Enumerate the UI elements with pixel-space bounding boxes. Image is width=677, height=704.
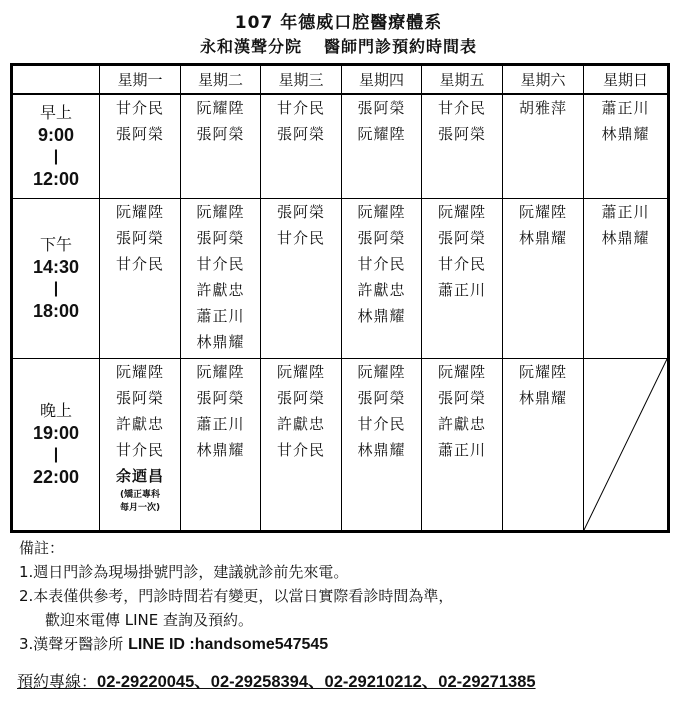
session-end: 22:00 xyxy=(32,466,80,487)
session-time-evening xyxy=(12,358,100,531)
schedule-cell xyxy=(503,358,584,531)
doctor-name: 張阿榮 xyxy=(437,388,486,407)
line-id: LINE ID :handsome547545 xyxy=(128,636,329,653)
doctor-name: 許獻忠 xyxy=(437,414,486,433)
doctor-name: 余迺昌 xyxy=(115,466,164,485)
schedule-cell xyxy=(100,94,181,198)
session-period: 早上 xyxy=(39,102,72,122)
doctor-name: 林鼎耀 xyxy=(518,388,567,407)
schedule-title: 107 年德威口腔醫療體系 xyxy=(234,13,443,33)
doctor-name: 阮耀陞 xyxy=(196,202,245,221)
doctor-name: 阮耀陞 xyxy=(115,202,164,221)
doctor-name: 甘介民 xyxy=(437,254,486,273)
doctor-name: 阮耀陞 xyxy=(196,99,245,117)
weekday-header: 星期三 xyxy=(261,65,342,95)
schedule-cell xyxy=(422,358,503,531)
schedule-cell xyxy=(342,198,422,358)
doctor-name: 蕭正川 xyxy=(601,202,650,221)
weekday-header-row xyxy=(12,65,669,95)
schedule-cell xyxy=(503,94,584,198)
session-period: 晚上 xyxy=(39,400,72,420)
doctor-name: 張阿榮 xyxy=(437,125,486,143)
doctor-name: 甘介民 xyxy=(276,99,325,117)
doctor-name: 蕭正川 xyxy=(196,414,245,433)
schedule-cell xyxy=(422,94,503,198)
weekday-header: 星期六 xyxy=(503,65,584,95)
schedule-cell xyxy=(584,94,669,198)
doctor-name: 蕭正川 xyxy=(196,306,245,325)
doctor-name: 蕭正川 xyxy=(437,440,486,459)
diagonal-strike xyxy=(584,359,667,530)
weekday-header: 星期四 xyxy=(342,65,422,95)
schedule-cell xyxy=(181,94,261,198)
schedule-cell xyxy=(181,198,261,358)
reservation-phone-numbers[interactable]: 02-29220045、02-29258394、02-29210212、02-29271385 xyxy=(97,673,536,691)
doctor-name: 蕭正川 xyxy=(437,280,486,299)
doctor-name: 許獻忠 xyxy=(115,414,164,433)
schedule-name: 醫師門診預約時間表 xyxy=(324,37,478,56)
clinic-schedule-table xyxy=(10,63,670,533)
session-separator: | xyxy=(53,147,59,165)
doctor-name: 胡雅萍 xyxy=(518,99,567,117)
closed-slot-cell xyxy=(584,358,669,531)
note-item-2-continued: 歡迎來電傳 LINE 查詢及預約。 xyxy=(45,611,254,629)
doctor-name: 張阿榮 xyxy=(196,388,245,407)
schedule-cell xyxy=(261,358,342,531)
weekday-header: 星期五 xyxy=(422,65,503,95)
doctor-name: 張阿榮 xyxy=(357,99,406,117)
doctor-name: 張阿榮 xyxy=(115,125,164,143)
doctor-name: 阮耀陞 xyxy=(115,362,164,381)
doctor-name: 張阿榮 xyxy=(357,228,406,247)
reservation-line xyxy=(17,668,536,692)
doctor-name: 甘介民 xyxy=(437,99,486,117)
schedule-subtitle xyxy=(0,34,677,57)
doctor-name: 甘介民 xyxy=(357,414,406,433)
clinic-line-label: 3.漢聲牙醫診所 xyxy=(19,635,124,653)
session-end: 12:00 xyxy=(32,168,80,189)
schedule-cell xyxy=(261,94,342,198)
doctor-name: 阮耀陞 xyxy=(437,202,486,221)
doctor-name: 阮耀陞 xyxy=(357,125,406,143)
note-item-1: 1.週日門診為現場掛號門診，建議就診前先來電。 xyxy=(19,563,349,581)
schedule-cell xyxy=(100,358,181,531)
session-period: 下午 xyxy=(39,234,72,254)
doctor-name: 甘介民 xyxy=(276,228,325,247)
session-start: 14:30 xyxy=(32,256,80,277)
session-time-morning xyxy=(12,94,100,198)
doctor-name: 甘介民 xyxy=(196,254,245,273)
doctor-name: 林鼎耀 xyxy=(357,440,406,459)
schedule-cell xyxy=(342,358,422,531)
session-time-afternoon xyxy=(12,198,100,358)
morning-session-row xyxy=(12,94,669,198)
doctor-schedule-note: (矯正專科 xyxy=(119,489,161,500)
doctor-name: 林鼎耀 xyxy=(357,306,406,325)
doctor-name: 林鼎耀 xyxy=(196,332,245,351)
doctor-name: 甘介民 xyxy=(357,254,406,273)
note-item-3 xyxy=(19,632,669,657)
doctor-name: 張阿榮 xyxy=(115,228,164,247)
session-end: 18:00 xyxy=(32,300,80,321)
schedule-cell xyxy=(422,198,503,358)
doctor-name: 張阿榮 xyxy=(276,388,325,407)
weekday-header: 星期一 xyxy=(100,65,181,95)
doctor-name: 張阿榮 xyxy=(196,125,245,143)
doctor-name: 許獻忠 xyxy=(196,280,245,299)
schedule-cell xyxy=(584,198,669,358)
doctor-name: 張阿榮 xyxy=(276,125,325,143)
doctor-name: 阮耀陞 xyxy=(518,362,567,381)
doctor-name: 甘介民 xyxy=(115,254,164,273)
doctor-schedule-note: 每月一次) xyxy=(119,502,161,513)
doctor-name: 蕭正川 xyxy=(601,99,650,117)
doctor-name: 甘介民 xyxy=(115,440,164,459)
doctor-name: 甘介民 xyxy=(115,99,164,117)
session-start: 19:00 xyxy=(32,422,80,443)
schedule-cell xyxy=(342,94,422,198)
doctor-name: 張阿榮 xyxy=(357,388,406,407)
schedule-cell xyxy=(261,198,342,358)
doctor-name: 張阿榮 xyxy=(276,202,325,221)
evening-session-row xyxy=(12,358,669,531)
reservation-label: 預約專線： xyxy=(17,672,98,691)
doctor-name: 甘介民 xyxy=(276,440,325,459)
notes-section xyxy=(19,536,669,657)
doctor-name: 張阿榮 xyxy=(196,228,245,247)
doctor-name: 許獻忠 xyxy=(357,280,406,299)
corner-cell xyxy=(12,65,100,95)
doctor-name: 張阿榮 xyxy=(115,388,164,407)
session-separator: | xyxy=(53,279,59,297)
doctor-name: 阮耀陞 xyxy=(357,362,406,381)
schedule-cell xyxy=(181,358,261,531)
session-separator: | xyxy=(53,445,59,463)
clinic-name: 永和漢聲分院 xyxy=(199,37,302,56)
weekday-header: 星期二 xyxy=(181,65,261,95)
note-item-2: 2.本表僅供參考，門診時間若有變更，以當日實際看診時間為準， xyxy=(19,587,454,605)
doctor-name: 林鼎耀 xyxy=(601,228,650,247)
doctor-name: 阮耀陞 xyxy=(276,362,325,381)
doctor-name: 林鼎耀 xyxy=(518,228,567,247)
session-start: 9:00 xyxy=(37,124,75,145)
schedule-cell xyxy=(503,198,584,358)
doctor-name: 阮耀陞 xyxy=(518,202,567,221)
notes-heading: 備註： xyxy=(19,539,65,557)
doctor-name: 林鼎耀 xyxy=(196,440,245,459)
doctor-name: 阮耀陞 xyxy=(196,362,245,381)
doctor-name: 林鼎耀 xyxy=(601,125,650,143)
weekday-header: 星期日 xyxy=(584,65,669,95)
afternoon-session-row xyxy=(12,198,669,358)
schedule-cell xyxy=(100,198,181,358)
doctor-name: 阮耀陞 xyxy=(437,362,486,381)
doctor-name: 阮耀陞 xyxy=(357,202,406,221)
doctor-name: 張阿榮 xyxy=(437,228,486,247)
doctor-name: 許獻忠 xyxy=(276,414,325,433)
